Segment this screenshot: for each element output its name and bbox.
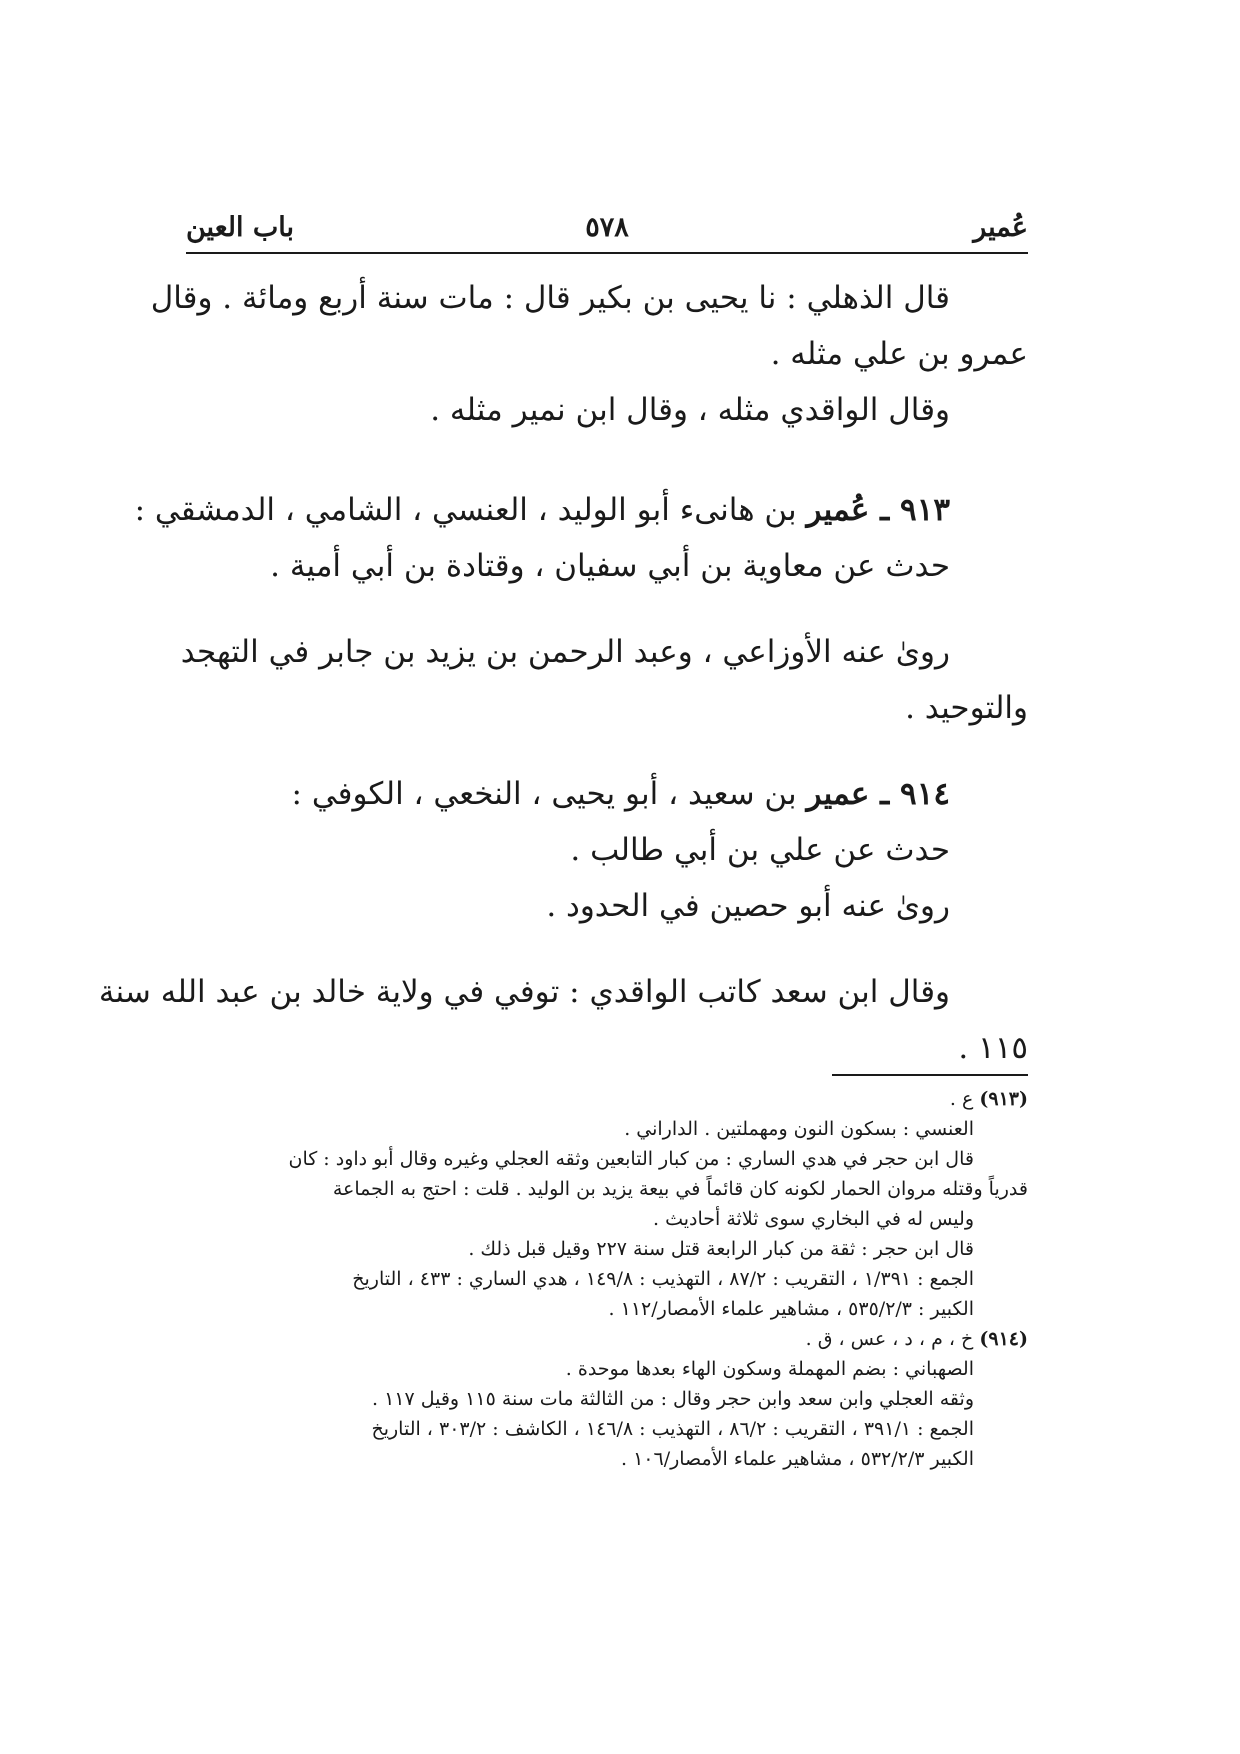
text-line: ١١٥ . [958, 1030, 1028, 1066]
entry-914-heading [186, 766, 1028, 822]
text-line: عمرو بن علي مثله . [770, 336, 1028, 372]
page-number: ٥٧٨ [585, 212, 629, 243]
footnote-913-ref: (٩١٣) [979, 1088, 1028, 1110]
footnote-line: الجمع : ٣٩١/١ ، التقريب : ٨٦/٢ ، التهذيب : ١٤٦/٨ ، الكاشف : ٣٠٣/٢ ، التاريخ [371, 1418, 974, 1440]
text-line: قال الذهلي : نا يحيى بن بكير قال : مات سنة أربع ومائة . وقال [150, 280, 950, 316]
text-line: حدث عن معاوية بن أبي سفيان ، وقتادة بن أبي أمية . [270, 548, 950, 584]
footnote-line: وثقه العجلي وابن سعد وابن حجر وقال : من الثالثة مات سنة ١١٥ وقيل ١١٧ . [371, 1388, 974, 1410]
chapter-title: باب العين [186, 212, 295, 243]
footnote-line: الكبير ٥٣٢/٢/٣ ، مشاهير علماء الأمصار/١٠٦ . [620, 1448, 974, 1470]
entry-913-heading-text: بن هانىء أبو الوليد ، العنسي ، الشامي ، الدمشقي : [134, 492, 797, 528]
footnote-line: قدرياً وقتله مروان الحمار لكونه كان قائماً في بيعة يزيد بن الوليد . قلت : احتج به الجماعة [332, 1178, 1028, 1200]
footnote-913-sigla: ع . [949, 1088, 974, 1110]
footnote-line: الكبير : ٥٣٥/٢/٣ ، مشاهير علماء الأمصار/١١٢ . [608, 1298, 974, 1320]
footnote-line: الصهباني : بضم المهملة وسكون الهاء بعدها موحدة . [565, 1358, 974, 1380]
main-text [98, 270, 1028, 1076]
entry-913-number: ٩١٣ ـ عُمير [806, 492, 950, 528]
footnote-line: العنسي : بسكون النون ومهملتين . الداراني . [624, 1118, 974, 1140]
header-entry-name: عُمير [973, 212, 1028, 243]
footnote-914-sigla: خ ، م ، د ، عس ، ق . [805, 1328, 974, 1350]
footnote-line: الجمع : ١/٣٩١ ، التقريب : ٨٧/٢ ، التهذيب : ١٤٩/٨ ، هدي الساري : ٤٣٣ ، التاريخ [352, 1268, 974, 1290]
footnote-913-head [186, 1084, 1028, 1114]
entry-914-heading-text: بن سعيد ، أبو يحيى ، النخعي ، الكوفي : [291, 776, 797, 812]
entry-914-number: ٩١٤ ـ عمير [806, 776, 950, 812]
footnote-separator [832, 1074, 1028, 1076]
running-header [186, 206, 1028, 254]
entry-913-heading [134, 482, 1028, 538]
text-line: وقال الواقدي مثله ، وقال ابن نمير مثله . [430, 392, 950, 428]
text-line: حدث عن علي بن أبي طالب . [570, 832, 950, 868]
text-line: وقال ابن سعد كاتب الواقدي : توفي في ولاية خالد بن عبد الله سنة [98, 974, 950, 1010]
footnote-line: وليس له في البخاري سوى ثلاثة أحاديث . [653, 1208, 974, 1230]
text-line: روىٰ عنه أبو حصين في الحدود . [546, 888, 950, 924]
text-line: والتوحيد . [905, 690, 1028, 726]
footnote-914-ref: (٩١٤) [979, 1328, 1028, 1350]
footnote-line: قال ابن حجر في هدي الساري : من كبار التابعين وثقه العجلي وغيره وقال أبو داود : كان [288, 1148, 974, 1170]
footnote-line: قال ابن حجر : ثقة من كبار الرابعة قتل سنة ٢٢٧ وقيل قبل ذلك . [468, 1238, 974, 1260]
footnote-914-head [186, 1324, 1028, 1354]
footnotes [186, 1084, 1028, 1474]
text-line: روىٰ عنه الأوزاعي ، وعبد الرحمن بن يزيد بن جابر في التهجد [180, 634, 950, 670]
